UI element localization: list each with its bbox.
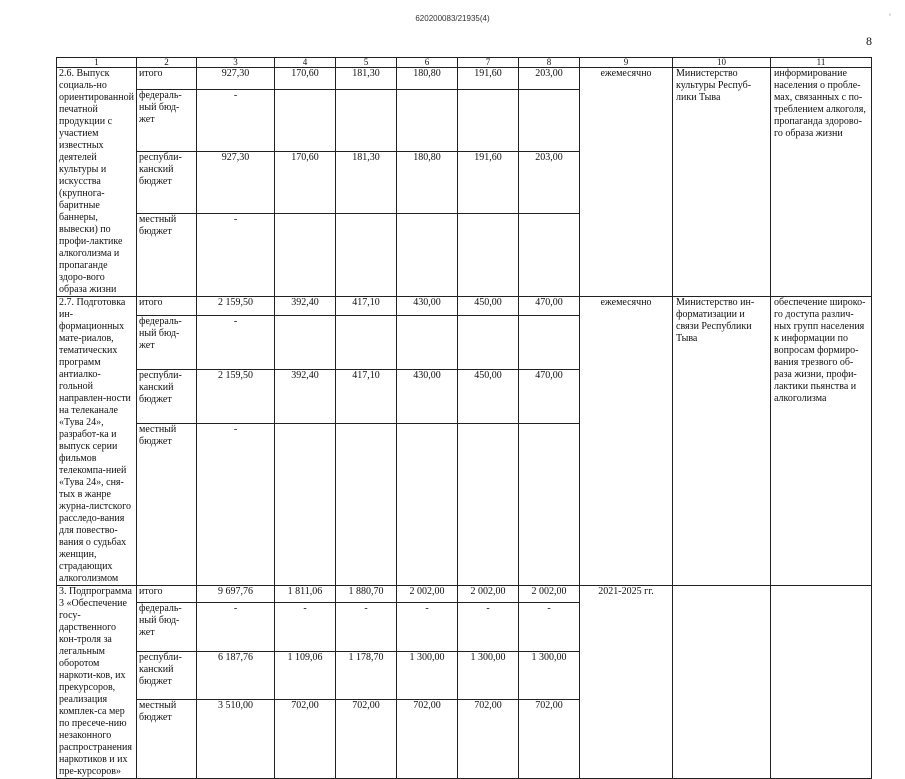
header-cell: 3 bbox=[197, 58, 275, 68]
amount-cell: 470,00 bbox=[519, 369, 580, 423]
amount-cell: - bbox=[275, 603, 336, 652]
amount-cell bbox=[336, 214, 397, 297]
amount-cell: - bbox=[336, 603, 397, 652]
budget-source-cell: федераль-ный бюд-жет bbox=[137, 315, 197, 369]
result-cell: обеспечение широко-го доступа различ-ных групп населения к информации по вопросам формиро-вания трезвого об-раза жизни, профи-лактики пьянства и алкоголизма bbox=[771, 297, 872, 586]
amount-cell: 392,40 bbox=[275, 369, 336, 423]
amount-cell bbox=[275, 89, 336, 151]
table-row bbox=[57, 297, 872, 316]
amount-cell bbox=[397, 214, 458, 297]
budget-source-cell: итого bbox=[137, 297, 197, 316]
page-number: 8 bbox=[866, 34, 872, 48]
amount-cell bbox=[275, 315, 336, 369]
amount-cell bbox=[458, 315, 519, 369]
activity-name-cell: 3. Подпрограмма 3 «Обеспечение госу-дарственного кон-троля за легальным оборотом наркоти-ков, их прекурсоров, реализация комплек-са мер по пресече-нию незаконного распространения наркотиков и их пре-курсоров» bbox=[57, 586, 137, 779]
amount-cell: 702,00 bbox=[275, 700, 336, 779]
header-cell: 11 bbox=[771, 58, 872, 68]
amount-cell bbox=[397, 89, 458, 151]
amount-cell bbox=[458, 214, 519, 297]
amount-cell bbox=[519, 214, 580, 297]
period-cell: 2021-2025 гг. bbox=[580, 586, 673, 779]
header-cell: 2 bbox=[137, 58, 197, 68]
amount-cell bbox=[458, 423, 519, 585]
amount-cell: 191,60 bbox=[458, 68, 519, 90]
budget-source-cell: федераль-ный бюд-жет bbox=[137, 89, 197, 151]
amount-cell: 450,00 bbox=[458, 297, 519, 316]
amount-cell: 2 002,00 bbox=[397, 586, 458, 603]
amount-cell bbox=[336, 315, 397, 369]
amount-cell: 1 300,00 bbox=[397, 651, 458, 700]
amount-cell: 181,30 bbox=[336, 68, 397, 90]
amount-cell: 417,10 bbox=[336, 297, 397, 316]
amount-cell: 2 159,50 bbox=[197, 369, 275, 423]
budget-source-cell: республи-канский бюджет bbox=[137, 369, 197, 423]
amount-cell: 1 811,06 bbox=[275, 586, 336, 603]
amount-cell bbox=[458, 89, 519, 151]
result-cell bbox=[771, 586, 872, 779]
amount-cell: 170,60 bbox=[275, 152, 336, 214]
amount-cell: 2 002,00 bbox=[519, 586, 580, 603]
executor-cell: Министерство культуры Респуб-лики Тыва bbox=[673, 68, 771, 297]
amount-cell: 1 178,70 bbox=[336, 651, 397, 700]
amount-cell: 1 109,06 bbox=[275, 651, 336, 700]
period-cell: ежемесячно bbox=[580, 297, 673, 586]
amount-cell: - bbox=[197, 89, 275, 151]
budget-source-cell: итого bbox=[137, 68, 197, 90]
amount-cell: 203,00 bbox=[519, 152, 580, 214]
budget-source-cell: республи-канский бюджет bbox=[137, 651, 197, 700]
header-cell: 7 bbox=[458, 58, 519, 68]
amount-cell: 6 187,76 bbox=[197, 651, 275, 700]
amount-cell: 450,00 bbox=[458, 369, 519, 423]
amount-cell: - bbox=[197, 315, 275, 369]
header-cell: 10 bbox=[673, 58, 771, 68]
amount-cell: 180,80 bbox=[397, 68, 458, 90]
corner-mark: ° bbox=[889, 14, 892, 20]
budget-source-cell: федераль-ный бюд-жет bbox=[137, 603, 197, 652]
amount-cell: - bbox=[397, 603, 458, 652]
amount-cell: 1 300,00 bbox=[519, 651, 580, 700]
header-cell: 1 bbox=[57, 58, 137, 68]
executor-cell bbox=[673, 586, 771, 779]
amount-cell bbox=[275, 423, 336, 585]
header-cell: 9 bbox=[580, 58, 673, 68]
budget-source-cell: местный бюджет bbox=[137, 214, 197, 297]
amount-cell: - bbox=[458, 603, 519, 652]
period-cell: ежемесячно bbox=[580, 68, 673, 297]
amount-cell: 2 002,00 bbox=[458, 586, 519, 603]
amount-cell: 702,00 bbox=[458, 700, 519, 779]
header-cell: 4 bbox=[275, 58, 336, 68]
header-cell: 5 bbox=[336, 58, 397, 68]
amount-cell: 3 510,00 bbox=[197, 700, 275, 779]
amount-cell: 180,80 bbox=[397, 152, 458, 214]
amount-cell bbox=[519, 89, 580, 151]
amount-cell: 191,60 bbox=[458, 152, 519, 214]
amount-cell bbox=[275, 214, 336, 297]
table-row bbox=[57, 586, 872, 603]
document-id: 620200083/21935(4) bbox=[415, 14, 490, 23]
amount-cell bbox=[397, 423, 458, 585]
amount-cell: - bbox=[197, 423, 275, 585]
amount-cell: 430,00 bbox=[397, 297, 458, 316]
amount-cell: 392,40 bbox=[275, 297, 336, 316]
executor-cell: Министерство ин-форматизации и связи Республики Тыва bbox=[673, 297, 771, 586]
amount-cell bbox=[519, 315, 580, 369]
amount-cell: 203,00 bbox=[519, 68, 580, 90]
amount-cell: - bbox=[197, 603, 275, 652]
amount-cell bbox=[519, 423, 580, 585]
amount-cell: 1 880,70 bbox=[336, 586, 397, 603]
amount-cell bbox=[336, 423, 397, 585]
header-cell: 8 bbox=[519, 58, 580, 68]
amount-cell: 470,00 bbox=[519, 297, 580, 316]
amount-cell: 2 159,50 bbox=[197, 297, 275, 316]
header-cell: 6 bbox=[397, 58, 458, 68]
budget-source-cell: местный бюджет bbox=[137, 700, 197, 779]
table-row bbox=[57, 68, 872, 90]
amount-cell: - bbox=[519, 603, 580, 652]
activity-name-cell: 2.7. Подготовка ин-формационных мате-риалов, тематических программ антиалко-гольной направлен-ности на телеканале «Тува 24», разработ-ка и выпуск серии фильмов телекомпа-нией «Тува 24», сня-тых в жанре журна-листского расследо-вания для повество-вания о судьбах женщин, страдающих алкоголизмом bbox=[57, 297, 137, 586]
amount-cell: 181,30 bbox=[336, 152, 397, 214]
amount-cell: 417,10 bbox=[336, 369, 397, 423]
amount-cell bbox=[397, 315, 458, 369]
activity-name-cell: 2.6. Выпуск социаль-но ориентированной печатной продукции с участием известных деятелей культуры и искусства (крупнога-баритные баннеры, вывески) по профи-лактике алкоголизма и пропаганде здоро-вого образа жизни bbox=[57, 68, 137, 297]
amount-cell: 927,30 bbox=[197, 152, 275, 214]
program-table bbox=[56, 57, 872, 779]
amount-cell: 702,00 bbox=[397, 700, 458, 779]
budget-source-cell: итого bbox=[137, 586, 197, 603]
budget-source-cell: местный бюджет bbox=[137, 423, 197, 585]
header-row bbox=[57, 58, 872, 68]
amount-cell: 170,60 bbox=[275, 68, 336, 90]
amount-cell: 1 300,00 bbox=[458, 651, 519, 700]
amount-cell bbox=[336, 89, 397, 151]
amount-cell: 927,30 bbox=[197, 68, 275, 90]
budget-source-cell: республи-канский бюджет bbox=[137, 152, 197, 214]
amount-cell: 702,00 bbox=[519, 700, 580, 779]
amount-cell: - bbox=[197, 214, 275, 297]
amount-cell: 430,00 bbox=[397, 369, 458, 423]
result-cell: информирование населения о пробле-мах, связанных с по-треблением алкоголя, пропаганда здорово-го образа жизни bbox=[771, 68, 872, 297]
amount-cell: 702,00 bbox=[336, 700, 397, 779]
amount-cell: 9 697,76 bbox=[197, 586, 275, 603]
